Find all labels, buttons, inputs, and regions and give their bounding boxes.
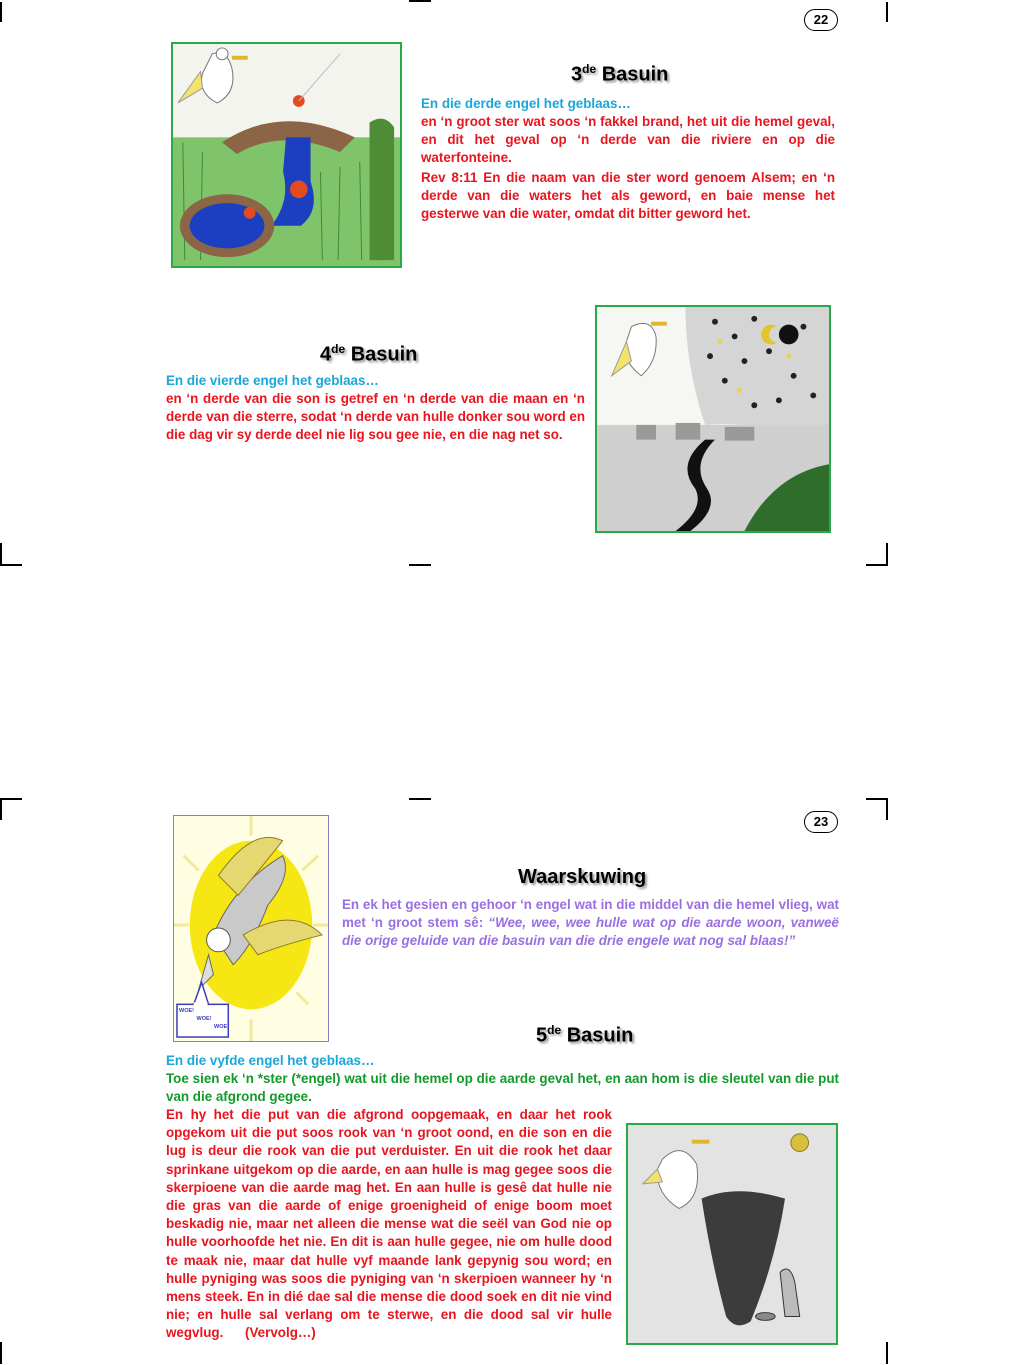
warning-text: [342, 896, 839, 951]
woe-bubble-text: [179, 1008, 229, 1030]
crop-mark: [886, 543, 888, 565]
warning-body: En ek het gesien en gehoor ‘n engel wat in die middel van die hemel vlieg, wat met ‘n groot stem sê:: [342, 897, 839, 931]
river-star-illustration: [171, 42, 402, 268]
crop-mark: [886, 1342, 888, 1364]
title-number: 3: [571, 63, 583, 86]
title-suffix: de: [582, 62, 597, 76]
trumpet5-red-text: [166, 1106, 612, 1343]
trumpet5-green-text: Toe sien ek ‘n *ster (*engel) wat uit die hemel op die aarde geval het, en aan hom is die sleutel van die put van die afgrond gegee.: [166, 1071, 839, 1105]
trumpet5-title: [536, 1023, 633, 1048]
crop-mark: [0, 564, 22, 566]
page-number: 23: [804, 811, 838, 833]
trumpet5-body: En hy het die put van die afgrond oopgemaak, en daar het rook opgekom uit die put soos rook van ‘n groot oond, en die son en die lug is deur die rook van die put verduister. En uit die rook het daar sprinkane uitgekom op die aarde, en aan hulle is mag gegee soos die skerpioene van die aarde mag het. En aan hulle is gesê dat hulle nie die gras van die aarde of enige groenigheid of enige boom moet beskadig nie, maar net alleen die mense wat die seël van God nie op hulle voorhoofde het nie. En dit is aan hulle gegee, nie om hulle dood te maak nie, maar dat hulle vyf maande lank gepynig sou word; en hulle pyniging was soos die pyniging van ‘n skerpioen wanneer hy ‘n mens steek. En in dié dae sal die mense die dood soek en dit nie vind nie; en hulle sal verlang om te sterwe, en die dood sal vir hulle wegvlug.: [166, 1107, 612, 1341]
night-sky-illustration: [595, 305, 831, 533]
title-word: Basuin: [350, 343, 418, 366]
trumpet3-text: en ‘n groot ster wat soos ‘n fakkel brand, het uit die hemel geval, en dit het geval op ‘n derde van die riviere en op die waterfonteine.: [421, 114, 835, 166]
trumpet3-title: [571, 62, 668, 87]
title-word: Basuin: [566, 1024, 634, 1047]
title-suffix: de: [331, 342, 346, 356]
title-word: Basuin: [601, 63, 669, 86]
crop-mark: [866, 564, 888, 566]
woe-line: WOE!: [179, 1008, 194, 1014]
warning-title: Waarskuwing: [518, 866, 647, 888]
page-number: 22: [804, 9, 838, 31]
crop-mark: [886, 798, 888, 820]
crop-mark: [0, 798, 22, 800]
title-number: 5: [536, 1024, 548, 1047]
trumpet5-intro: En die vyfde engel het geblaas…: [166, 1053, 375, 1068]
title-number: 4: [320, 343, 332, 366]
warning-quote: “Wee, wee, wee hulle wat op die aarde woon, vanweë die orige geluide van die basuin van die drie engele wat nog sal blaas!”: [342, 915, 839, 949]
woe-line: WOE!: [196, 1016, 212, 1022]
crop-mark: [0, 798, 2, 820]
crop-mark: [0, 543, 2, 565]
crop-mark: [866, 798, 888, 800]
woe-line: WOE!: [214, 1024, 229, 1030]
trumpet3-intro: En die derde engel het geblaas…: [421, 96, 631, 111]
trumpet4-intro: En die vierde engel het geblaas…: [166, 373, 379, 388]
trumpet4-title: [320, 342, 417, 367]
crop-mark: [0, 1342, 2, 1364]
crop-mark: [409, 0, 431, 2]
trumpet4-text: en ‘n derde van die son is getref en ‘n derde van die maan en ‘n derde van die sterre, sodat ‘n derde van hulle donker sou word en die dag vir sy derde deel nie lig sou gee nie, en die nag net so.: [166, 391, 585, 443]
title-suffix: de: [547, 1023, 562, 1037]
crop-mark: [409, 798, 431, 800]
woe-angel-illustration: [173, 815, 329, 1042]
crop-mark: [0, 2, 2, 22]
continued-label: (Vervolg…): [245, 1325, 316, 1341]
trumpet3-text-rev: Rev 8:11 En die naam van die ster word genoem Alsem; en ‘n derde van die waters het als geword, en baie mense het gesterwe van die water, omdat dit bitter geword het.: [421, 170, 835, 222]
abyss-smoke-illustration: [626, 1123, 838, 1345]
crop-mark: [409, 564, 431, 566]
crop-mark: [886, 2, 888, 22]
